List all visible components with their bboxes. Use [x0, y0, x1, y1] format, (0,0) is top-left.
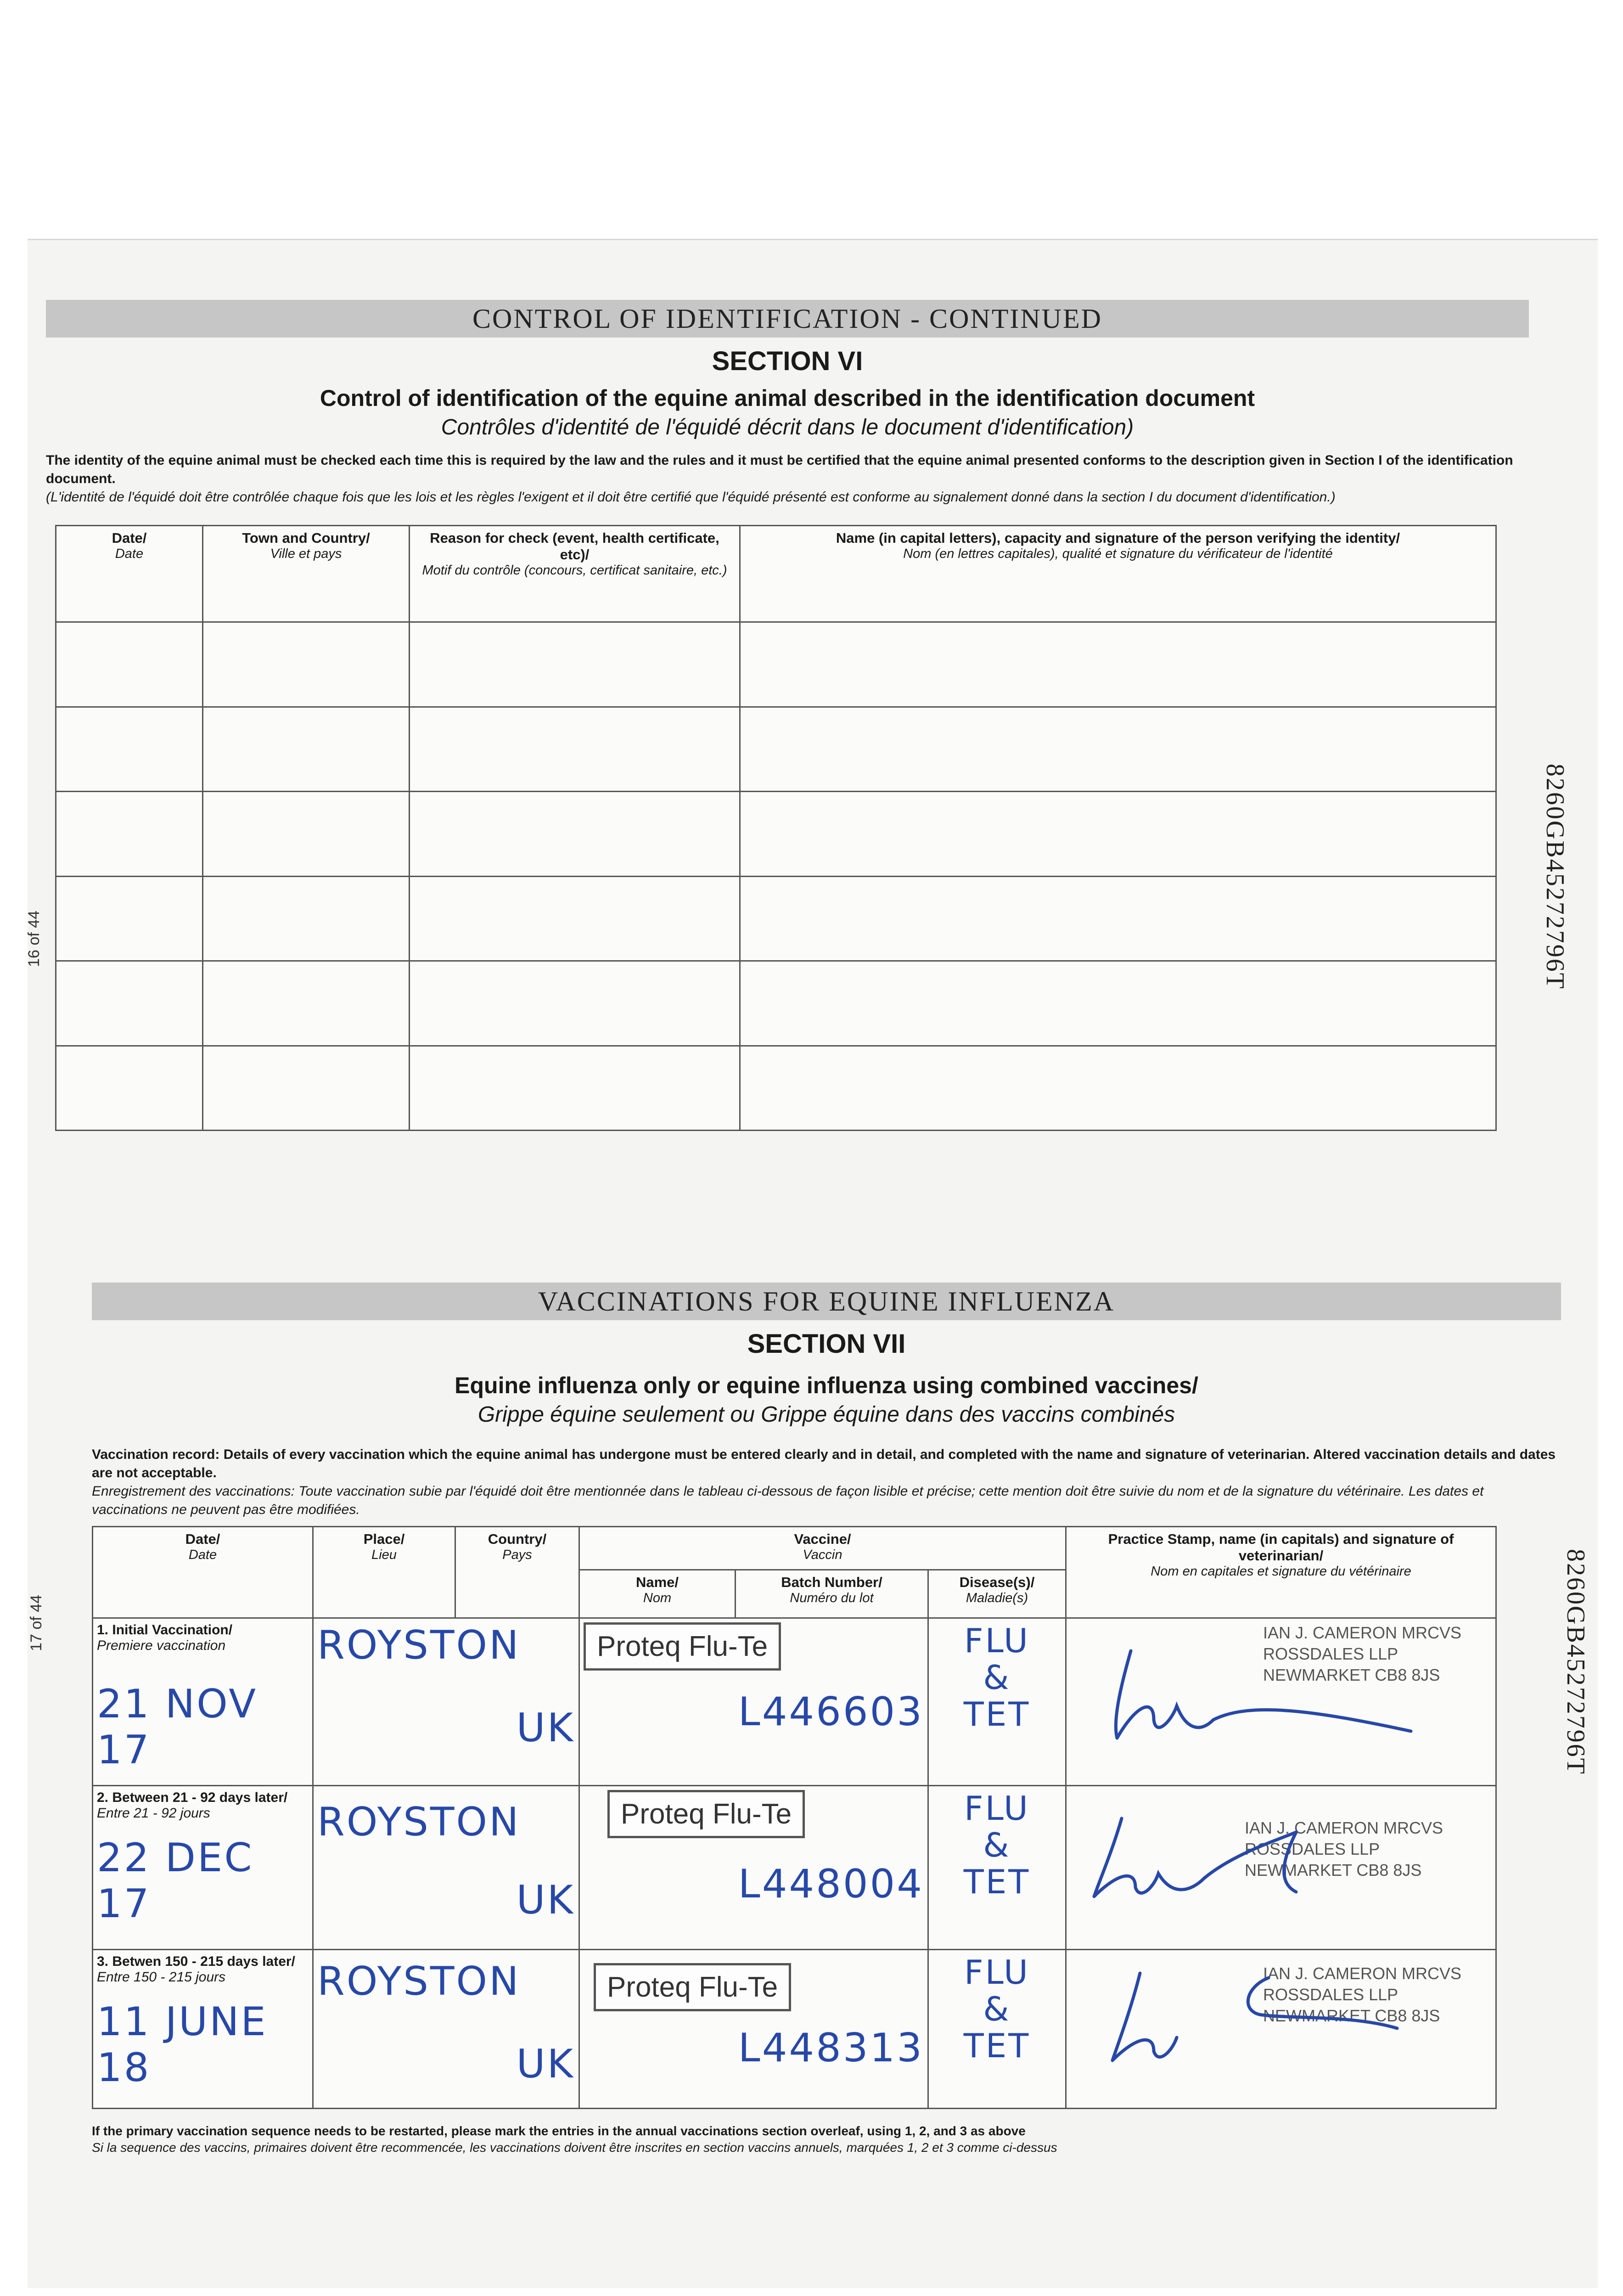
- col-vacc-disease: Disease(s)/ Maladie(s): [928, 1570, 1066, 1618]
- vacc-row-2-vaccine-stamp: Proteq Flu-Te: [607, 1790, 805, 1838]
- vacc-row-3-disease: FLU & TET: [928, 1949, 1066, 2108]
- vacc-row-3-place: ROYSTON: [317, 1958, 521, 2004]
- vacc-row-3-vaccine: [579, 1949, 928, 2108]
- section-vi-note-en: The identity of the equine animal must be checked each time this is required by the law and the rules and it must be certified that the equine animal presented conforms to the description given in Section I of the identification document.: [46, 453, 1513, 486]
- vacc-row-2-place: ROYSTON: [317, 1799, 521, 1845]
- vacc-row-3-vaccine-stamp: Proteq Flu-Te: [594, 1963, 791, 2011]
- vacc-row-2-vet: [1066, 1785, 1496, 1949]
- section-vi-title: SECTION VI: [712, 346, 863, 376]
- vacc-row-2-disease: FLU & TET: [928, 1785, 1066, 1949]
- table-row: [56, 961, 1496, 1046]
- section-vi-note: [46, 451, 1529, 506]
- section-vii-note: [92, 1446, 1561, 1519]
- page-section-vi: [25, 291, 1569, 1232]
- section-vi-subtitle-fr: Contrôles d'identité de l'équidé décrit dans le document d'identification): [441, 415, 1134, 439]
- col-town-country: Town and Country/ Ville et pays: [203, 526, 410, 622]
- section-vii-banner-text: VACCINATIONS FOR EQUINE INFLUENZA: [538, 1286, 1115, 1317]
- vaccination-header-top: [93, 1527, 1496, 1570]
- vacc-row-1-vaccine: [579, 1618, 928, 1785]
- table-row: [56, 792, 1496, 877]
- vacc-row-2-place-country: [313, 1785, 579, 1949]
- footnote-en: If the primary vaccination sequence needs to be restarted, please mark the entries in the annual vaccinations section overleaf, using 1, 2, and 3 as above: [92, 2124, 1026, 2138]
- table-row: [93, 1785, 1496, 1949]
- section-vii-footnote: [92, 2123, 1561, 2156]
- section-vi-note-fr: (L'identité de l'équidé doit être contrôlée chaque fois que les lois et les règles l'exigent et il doit être certifié que l'équidé présenté est conforme au signalement donné dans la section I du document d'identification.): [46, 490, 1336, 505]
- col-vacc-place: Place/ Lieu: [313, 1527, 455, 1618]
- section-vi-banner: [46, 300, 1529, 338]
- table-row: [56, 1046, 1496, 1131]
- vacc-row-3-vet: [1066, 1949, 1496, 2108]
- vet-signature-1: [1094, 1642, 1425, 1752]
- col-verifier: Name (in capital letters), capacity and signature of the person verifying the identity/ Nom (en lettres capitales), qualité et signature du vérificateur de l'identité: [740, 526, 1496, 622]
- footnote-fr: Si la sequence des vaccins, primaires doivent être recommencée, les vaccinations doivent être inscrites en section vaccins annuels, marquées 1, 2 et 3 comme ci-dessus: [92, 2140, 1057, 2155]
- vaccination-table: [92, 1526, 1497, 2109]
- passport-spread: [25, 239, 1598, 2288]
- col-vacc-batch: Batch Number/ Numéro du lot: [736, 1570, 928, 1618]
- section-vii-banner: [92, 1283, 1561, 1320]
- vacc-row-2-country: UK: [516, 1877, 575, 1923]
- section-vii-note-label: Vaccination record:: [92, 1447, 220, 1462]
- col-vacc-country: Country/ Pays: [455, 1527, 579, 1618]
- side-code-section-vii: 8260GB45272796T: [1561, 1549, 1590, 1775]
- vacc-row-3-date: 11 JUNE 18: [97, 1998, 268, 2091]
- table-row: [56, 622, 1496, 707]
- table-row: [93, 1618, 1496, 1785]
- side-code-section-vi: 8260GB45272796T: [1541, 764, 1569, 990]
- vacc-row-1-vaccine-stamp: Proteq Flu-Te: [584, 1622, 781, 1671]
- section-vii-title: SECTION VII: [747, 1329, 906, 1359]
- page-section-vii: [28, 1283, 1590, 2279]
- table-row: [56, 876, 1496, 961]
- vacc-row-3-country: UK: [516, 2041, 575, 2087]
- vacc-row-2-date: 22 DEC 17: [97, 1835, 254, 1927]
- vacc-row-2-vet-stamp: IAN J. CAMERON MRCVS ROSSDALES LLP NEWMARKET CB8 8JS: [1245, 1818, 1443, 1880]
- vacc-row-1-place-country: [313, 1618, 579, 1785]
- section-vi-banner-text: CONTROL OF IDENTIFICATION - CONTINUED: [472, 303, 1102, 334]
- table-row: [93, 1949, 1496, 2108]
- section-vii-subtitle-fr: Grippe équine seulement ou Grippe équine dans des vaccins combinés: [477, 1402, 1175, 1427]
- vacc-row-2-vaccine: [579, 1785, 928, 1949]
- vacc-row-3-vet-stamp: IAN J. CAMERON MRCVS ROSSDALES LLP NEWMARKET CB8 8JS: [1263, 1964, 1462, 2025]
- vacc-row-3-place-country: [313, 1949, 579, 2108]
- col-vacc-date: Date/ Date: [93, 1527, 313, 1618]
- col-date: Date/ Date: [56, 526, 203, 622]
- vacc-row-1-disease: FLU & TET: [928, 1618, 1066, 1785]
- col-vacc-vaccine: Vaccine/ Vaccin: [579, 1527, 1066, 1570]
- section-vi-subtitle-en: Control of identification of the equine animal described in the identification document: [320, 385, 1255, 411]
- section-vii-subtitle-en: Equine influenza only or equine influenza using combined vaccines/: [455, 1373, 1198, 1398]
- col-vacc-stamp: Practice Stamp, name (in capitals) and signature of veterinarian/ Nom en capitales et signature du vétérinaire: [1066, 1527, 1496, 1618]
- vacc-row-1-label: 1. Initial Vaccination/ Premiere vaccination 21 NOV 17: [93, 1618, 313, 1785]
- vacc-row-1-batch: L446603: [738, 1689, 924, 1735]
- vet-signature-3: [1094, 1959, 1406, 2079]
- vacc-row-1-date: 21 NOV 17: [97, 1681, 258, 1773]
- vacc-row-2-label: 2. Between 21 - 92 days later/ Entre 21 - 92 jours 22 DEC 17: [93, 1785, 313, 1949]
- vacc-row-1-vet: [1066, 1618, 1496, 1785]
- section-vii-note-en: Details of every vaccination which the equine animal has undergone must be entered clearly and in detail, and completed with the name and signature of veterinarian. Altered vaccination details and dates are not acceptable.: [92, 1447, 1556, 1480]
- vacc-row-1-place: ROYSTON: [317, 1622, 521, 1669]
- vacc-row-3-label: 3. Betwen 150 - 215 days later/ Entre 150 - 215 jours 11 JUNE 18: [93, 1949, 313, 2108]
- identification-check-header: [56, 526, 1496, 622]
- page-number-17: 17 of 44: [28, 1595, 45, 1651]
- table-row: [56, 707, 1496, 792]
- identification-check-table: [55, 525, 1497, 1131]
- vet-signature-2: [1080, 1805, 1374, 1915]
- col-reason: Reason for check (event, health certificate, etc)/ Motif du contrôle (concours, certificat sanitaire, etc.): [410, 526, 740, 622]
- vacc-row-1-country: UK: [516, 1705, 575, 1751]
- vacc-row-1-vet-stamp: IAN J. CAMERON MRCVS ROSSDALES LLP NEWMARKET CB8 8JS: [1263, 1623, 1462, 1685]
- page-number-16: 16 of 44: [25, 911, 43, 967]
- vacc-row-3-batch: L448313: [738, 2025, 924, 2071]
- col-vacc-name: Name/ Nom: [579, 1570, 736, 1618]
- vacc-row-2-batch: L448004: [738, 1861, 924, 1907]
- section-vii-note-fr: Enregistrement des vaccinations: Toute vaccination subie par l'équidé doit être mentionnée dans le tableau ci-dessous de façon lisible et précise; cette mention doit être suivie du nom et de la signature du vétérinaire. Les dates et vaccinations ne peuvent pas être modifiées.: [92, 1484, 1484, 1517]
